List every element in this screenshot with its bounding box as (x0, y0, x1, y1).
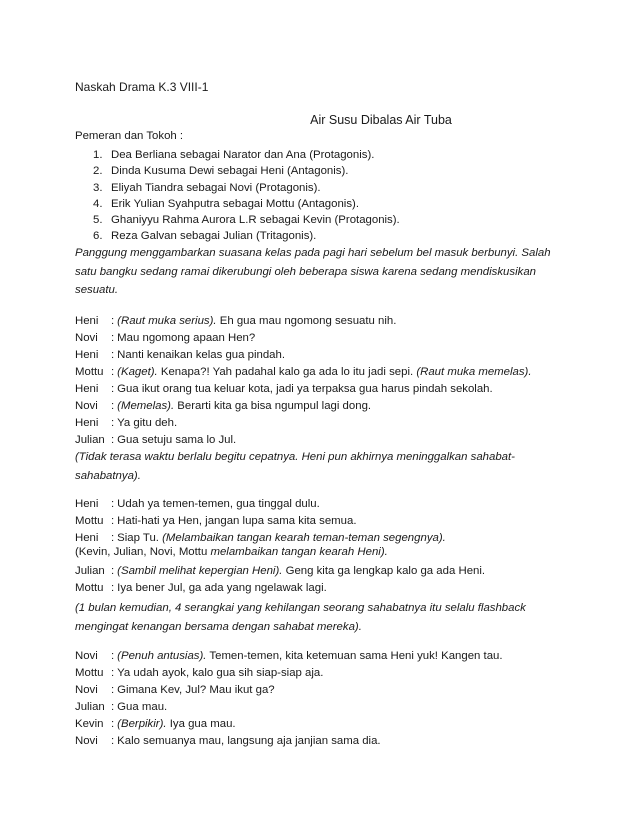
speaker-name: Julian (75, 701, 105, 713)
cast-item-text: Dea Berliana sebagai Narator dan Ana (Protagonis). (111, 149, 375, 161)
dialogue-line (75, 733, 575, 750)
dialogue-line (75, 648, 575, 665)
speaker-name: Heni (75, 383, 99, 395)
spoken-text: Mau ngomong apaan Hen? (117, 332, 256, 344)
stage-direction: (Penuh antusias). (117, 650, 207, 662)
speaker-colon: : (111, 400, 115, 412)
dialogue-line (75, 330, 575, 347)
cast-item (93, 212, 400, 228)
cast-item-text: Dinda Kusuma Dewi sebagai Heni (Antagonis). (111, 165, 349, 178)
speaker-name: Heni (75, 532, 99, 544)
stage-direction-line: (Kevin, Julian, Novi, Mottu melambaikan tangan kearah Heni). (75, 546, 388, 558)
spoken-text: Gimana Kev, Jul? Mau ikut ga? (117, 684, 275, 696)
stage-direction: (Raut muka serius). (117, 315, 217, 327)
dialogue-line (75, 313, 575, 330)
speaker-colon: : (111, 565, 115, 577)
speaker-colon: : (111, 349, 115, 361)
speaker-colon: : (111, 532, 115, 544)
spoken-text: Hati-hati ya Hen, jangan lupa sama kita semua. (117, 515, 357, 527)
spoken-text: Kenapa?! Yah padahal kalo ga ada lo itu jadi sepi. (157, 366, 417, 378)
dialogue-text (117, 347, 285, 364)
cast-label: Pemeran dan Tokoh : (75, 130, 184, 142)
dialogue-text (117, 580, 327, 597)
cast-item (93, 147, 400, 163)
dialogue-text (117, 330, 255, 347)
spoken-text: Kalo semuanya mau, langsung aja janjian sama dia. (117, 735, 381, 747)
speaker-name: Julian (75, 565, 105, 577)
spoken-text: Gua ikut orang tua keluar kota, jadi ya terpaksa gua harus pindah sekolah. (117, 383, 493, 395)
cast-item-number: 6. (93, 230, 103, 243)
dialogue-line (75, 580, 575, 597)
cast-item (93, 196, 400, 212)
speaker-colon: : (111, 701, 115, 713)
stage-direction: (Melambaikan tangan kearah teman-teman segengnya). (162, 532, 446, 544)
scene-description-1: Panggung menggambarkan suasana kelas pada pagi hari sebelum bel masuk berbunyi. Salah satu bangku sedang ramai dikerubungi oleh beberapa siswa karena sedang mendiskusikan sesuatu. (75, 247, 551, 296)
dialogue-text (117, 398, 371, 415)
speaker-colon: : (111, 498, 115, 510)
dialogue-text (117, 432, 236, 449)
spoken-text: Ya udah ayok, kalo gua sih siap-siap aja. (117, 667, 324, 679)
dialogue-text (117, 716, 235, 733)
cast-item-text: Erik Yulian Syahputra sebagai Mottu (Antagonis). (111, 197, 359, 210)
dialogue-text (117, 415, 177, 432)
speaker-name: Novi (75, 650, 98, 662)
spoken-text: Temen-temen, kita ketemuan sama Heni yuk! Kangen tau. (206, 650, 503, 662)
speaker-colon: : (111, 515, 115, 527)
dialogue-text (117, 682, 274, 699)
speaker-name: Mottu (75, 366, 104, 378)
cast-item-number: 3. (93, 181, 103, 194)
dialogue-text (117, 648, 502, 665)
cast-list (93, 147, 400, 245)
dialogue-line (75, 665, 575, 682)
stage-direction: (Memelas). (117, 400, 175, 412)
dialogue-text (117, 733, 380, 750)
dialogue-line (75, 682, 575, 699)
stage-direction: (Sambil melihat kepergian Heni). (117, 565, 283, 577)
spoken-text: Siap Tu. (117, 532, 163, 544)
dialogue-line (75, 381, 575, 398)
cast-item-number: 4. (93, 197, 103, 210)
dialogue-line (75, 513, 575, 530)
speaker-name: Heni (75, 417, 99, 429)
speaker-colon: : (111, 735, 115, 747)
dialogue-line (75, 530, 575, 547)
spoken-text: Iya bener Jul, ga ada yang ngelawak lagi. (117, 582, 327, 594)
speaker-name: Julian (75, 434, 105, 446)
speaker-colon: : (111, 434, 115, 446)
dialogue-line (75, 398, 575, 415)
dialogue-line (75, 563, 575, 580)
scene-description-3: (1 bulan kemudian, 4 serangkai yang kehilangan seorang sahabatnya itu selalu flashback mengingat kenangan bersama dengan sahabat mereka). (75, 602, 526, 633)
speaker-name: Heni (75, 498, 99, 510)
dialogue-text (117, 364, 531, 381)
dialogue-block-1 (75, 313, 575, 449)
speaker-name: Mottu (75, 582, 104, 594)
spoken-text: Berarti kita ga bisa ngumpul lagi dong. (174, 400, 372, 412)
speaker-name: Novi (75, 735, 98, 747)
cast-item-text: Eliyah Tiandra sebagai Novi (Protagonis). (111, 181, 321, 194)
speaker-colon: : (111, 684, 115, 696)
dialogue-line (75, 716, 575, 733)
spoken-text: Nanti kenaikan kelas gua pindah. (117, 349, 285, 361)
cast-item (93, 228, 400, 244)
dialogue-text (117, 699, 167, 716)
cast-item (93, 163, 400, 179)
speaker-name: Novi (75, 332, 98, 344)
document-header: Naskah Drama K.3 VIII-1 (75, 80, 209, 94)
spoken-text: Udah ya temen-temen, gua tinggal dulu. (117, 498, 320, 510)
speaker-colon: : (111, 667, 115, 679)
dialogue-line (75, 432, 575, 449)
speaker-name: Heni (75, 349, 99, 361)
stage-direction: (Kaget). (117, 366, 158, 378)
dialogue-text (117, 530, 446, 547)
speaker-name: Kevin (75, 718, 104, 730)
speaker-colon: : (111, 417, 115, 429)
scene-description-2: (Tidak terasa waktu berlalu begitu cepatnya. Heni pun akhirnya meninggalkan sahabat-sahabatnya). (75, 451, 515, 482)
stage-direction: (Raut muka memelas). (416, 366, 532, 378)
speaker-name: Mottu (75, 667, 104, 679)
cast-item-number: 1. (93, 149, 103, 161)
speaker-colon: : (111, 650, 115, 662)
spoken-text: Ya gitu deh. (117, 417, 178, 429)
cast-item (93, 180, 400, 196)
dialogue-line (75, 415, 575, 432)
speaker-colon: : (111, 332, 115, 344)
dialogue-text (117, 313, 396, 330)
dialogue-line (75, 496, 575, 513)
speaker-colon: : (111, 315, 115, 327)
spoken-text: Gua setuju sama lo Jul. (117, 434, 237, 446)
speaker-name: Novi (75, 400, 98, 412)
cast-item-text: Ghaniyyu Rahma Aurora L.R sebagai Kevin (Protagonis). (111, 214, 400, 227)
cast-item-text: Reza Galvan sebagai Julian (Tritagonis). (111, 230, 317, 243)
dialogue-text (117, 665, 323, 682)
dialogue-line (75, 347, 575, 364)
stage-direction: (Berpikir). (117, 718, 167, 730)
dialogue-line (75, 364, 575, 381)
speaker-colon: : (111, 582, 115, 594)
cast-item-number: 5. (93, 214, 103, 227)
speaker-name: Heni (75, 315, 99, 327)
dialogue-text (117, 563, 485, 580)
cast-item-number: 2. (93, 165, 103, 178)
dialogue-line (75, 699, 575, 716)
dialogue-block-2 (75, 496, 575, 547)
speaker-colon: : (111, 383, 115, 395)
dialogue-text (117, 496, 320, 513)
spoken-text: Eh gua mau ngomong sesuatu nih. (216, 315, 397, 327)
spoken-text: Geng kita ga lengkap kalo ga ada Heni. (282, 565, 486, 577)
speaker-colon: : (111, 718, 115, 730)
dialogue-text (117, 513, 356, 530)
spoken-text: Iya gua mau. (166, 718, 236, 730)
dialogue-block-3 (75, 648, 575, 750)
dialogue-block-2b (75, 563, 575, 597)
speaker-colon: : (111, 366, 115, 378)
dialogue-text (117, 381, 493, 398)
speaker-name: Mottu (75, 515, 104, 527)
spoken-text: Gua mau. (117, 701, 168, 713)
play-title: Air Susu Dibalas Air Tuba (310, 113, 452, 127)
speaker-name: Novi (75, 684, 98, 696)
